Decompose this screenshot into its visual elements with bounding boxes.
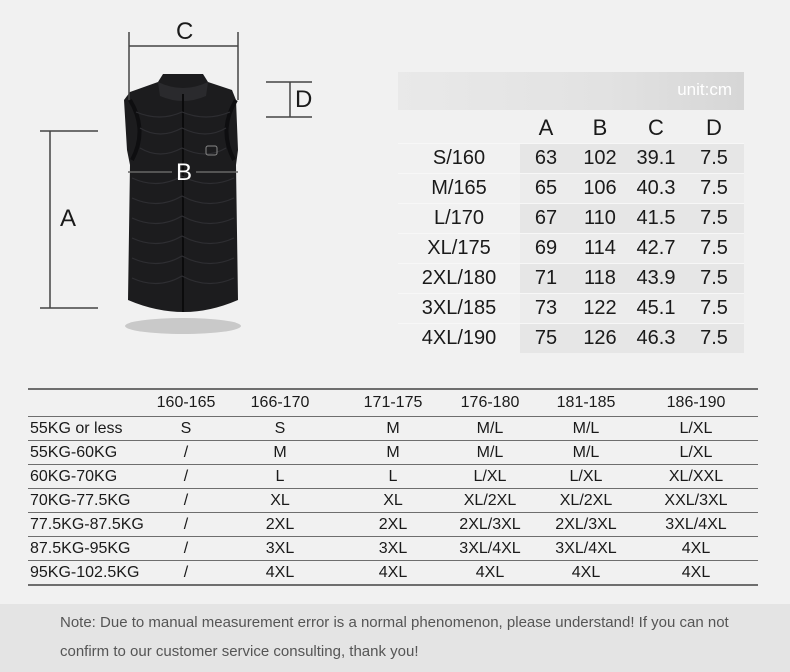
column-header-b: B	[592, 114, 608, 140]
value-cell-c: 39.1	[628, 144, 684, 174]
value-cell-d: 7.5	[684, 294, 744, 324]
weight-table-header-row	[28, 389, 758, 417]
size-recommendation-cell: M/L	[442, 417, 538, 441]
size-recommendation-cell: XL	[216, 489, 344, 513]
size-recommendation-cell: /	[156, 441, 216, 465]
size-recommendation-cell: M/L	[538, 441, 634, 465]
unit-header-bar	[398, 72, 744, 110]
size-cell: M/165	[431, 177, 487, 199]
size-recommendation-cell: M	[216, 441, 344, 465]
table-row	[28, 441, 758, 465]
size-column-header	[398, 112, 520, 144]
weight-height-table	[28, 388, 758, 586]
value-cell-a: 71	[520, 264, 572, 294]
size-recommendation-cell: 2XL/3XL	[442, 513, 538, 537]
vest-figure	[0, 0, 330, 360]
column-header-d: D	[706, 114, 722, 140]
value-cell-d: 7.5	[684, 324, 744, 354]
value-cell-a: 73	[520, 294, 572, 324]
size-recommendation-cell: /	[156, 489, 216, 513]
size-recommendation-cell: 4XL	[538, 561, 634, 586]
size-measurement-table	[398, 112, 744, 353]
value-cell-c: 41.5	[628, 204, 684, 234]
size-recommendation-cell: 4XL	[442, 561, 538, 586]
value-cell-a: 69	[520, 234, 572, 264]
size-recommendation-cell: 3XL/4XL	[538, 537, 634, 561]
size-recommendation-cell: L/XL	[634, 417, 758, 441]
height-header-171-175: 171-175	[344, 389, 442, 417]
value-cell-b: 106	[572, 174, 628, 204]
height-header-160-165: 160-165	[156, 389, 216, 417]
size-recommendation-cell: XL/2XL	[538, 489, 634, 513]
value-cell-c: 46.3	[628, 324, 684, 354]
size-recommendation-cell: 3XL	[344, 537, 442, 561]
dimension-a-label: A	[60, 205, 77, 232]
dimension-b-label: B	[176, 159, 193, 186]
height-header-166-170: 166-170	[216, 389, 344, 417]
size-recommendation-cell: S	[156, 417, 216, 441]
note-text: Note: Due to manual measurement error is a normal phenomenon, please understand! If you can not confirm to our customer service consulting, thank you!	[60, 614, 729, 660]
size-recommendation-cell: S	[216, 417, 344, 441]
size-recommendation-cell: 3XL/4XL	[634, 513, 758, 537]
size-recommendation-cell: M	[344, 441, 442, 465]
size-recommendation-cell: 4XL	[216, 561, 344, 586]
value-cell-b: 118	[572, 264, 628, 294]
value-cell-d: 7.5	[684, 204, 744, 234]
value-cell-b: 126	[572, 324, 628, 354]
note-box	[0, 604, 790, 672]
size-recommendation-cell: L/XL	[634, 441, 758, 465]
table-row	[28, 513, 758, 537]
weight-column-header	[28, 389, 156, 417]
value-cell-b: 114	[572, 234, 628, 264]
table-row	[398, 264, 744, 294]
table-row	[28, 465, 758, 489]
column-header-a: A	[538, 114, 554, 140]
value-cell-b: 102	[572, 144, 628, 174]
value-cell-d: 7.5	[684, 174, 744, 204]
size-recommendation-cell: 3XL	[216, 537, 344, 561]
weight-range-cell: 60KG-70KG	[28, 465, 156, 489]
table-row	[28, 489, 758, 513]
value-cell-d: 7.5	[684, 234, 744, 264]
table-row	[398, 144, 744, 174]
size-cell: 2XL/180	[421, 267, 497, 289]
height-header-186-190: 186-190	[634, 389, 758, 417]
dimension-d-label: D	[295, 86, 313, 113]
column-header-c: C	[648, 114, 664, 140]
size-recommendation-cell: 3XL/4XL	[442, 537, 538, 561]
size-recommendation-cell: M/L	[538, 417, 634, 441]
unit-label: unit:cm	[677, 80, 732, 99]
size-cell: S/160	[432, 147, 486, 169]
size-cell: 4XL/190	[421, 327, 497, 349]
weight-range-cell: 77.5KG-87.5KG	[28, 513, 156, 537]
weight-range-cell: 55KG or less	[28, 417, 156, 441]
height-header-181-185: 181-185	[538, 389, 634, 417]
height-header-176-180: 176-180	[442, 389, 538, 417]
size-recommendation-cell: /	[156, 513, 216, 537]
size-recommendation-cell: 2XL	[216, 513, 344, 537]
table-row	[398, 324, 744, 354]
size-recommendation-cell: 2XL	[344, 513, 442, 537]
weight-range-cell: 70KG-77.5KG	[28, 489, 156, 513]
weight-range-cell: 95KG-102.5KG	[28, 561, 156, 586]
size-recommendation-cell: XL/2XL	[442, 489, 538, 513]
table-row	[398, 294, 744, 324]
size-recommendation-cell: /	[156, 465, 216, 489]
size-recommendation-cell: XXL/3XL	[634, 489, 758, 513]
size-recommendation-cell: 4XL	[634, 561, 758, 586]
size-recommendation-cell: /	[156, 537, 216, 561]
size-cell: XL/175	[427, 237, 491, 259]
size-recommendation-cell: L/XL	[442, 465, 538, 489]
table-row	[398, 234, 744, 264]
value-cell-b: 122	[572, 294, 628, 324]
size-recommendation-cell: 2XL/3XL	[538, 513, 634, 537]
table-row	[398, 204, 744, 234]
size-recommendation-cell: M	[344, 417, 442, 441]
size-cell: L/170	[433, 207, 485, 229]
weight-height-section	[28, 388, 758, 586]
size-recommendation-cell: XL/XXL	[634, 465, 758, 489]
value-cell-d: 7.5	[684, 144, 744, 174]
dimension-c-label: C	[176, 18, 194, 45]
size-recommendation-cell: 4XL	[634, 537, 758, 561]
size-recommendation-cell: 4XL	[344, 561, 442, 586]
size-recommendation-cell: M/L	[442, 441, 538, 465]
size-cell: 3XL/185	[421, 297, 497, 319]
size-table-header-row	[398, 112, 744, 144]
vest-shadow	[125, 318, 241, 334]
weight-range-cell: 87.5KG-95KG	[28, 537, 156, 561]
size-recommendation-cell: L/XL	[538, 465, 634, 489]
size-recommendation-cell: XL	[344, 489, 442, 513]
value-cell-c: 45.1	[628, 294, 684, 324]
vest-illustration	[0, 0, 330, 360]
value-cell-c: 43.9	[628, 264, 684, 294]
weight-range-cell: 55KG-60KG	[28, 441, 156, 465]
value-cell-c: 40.3	[628, 174, 684, 204]
size-recommendation-cell: L	[216, 465, 344, 489]
size-recommendation-cell: /	[156, 561, 216, 586]
value-cell-a: 63	[520, 144, 572, 174]
table-row	[398, 174, 744, 204]
value-cell-b: 110	[572, 204, 628, 234]
value-cell-c: 42.7	[628, 234, 684, 264]
value-cell-a: 67	[520, 204, 572, 234]
table-row	[28, 537, 758, 561]
table-row	[28, 561, 758, 586]
value-cell-a: 75	[520, 324, 572, 354]
value-cell-d: 7.5	[684, 264, 744, 294]
table-row	[28, 417, 758, 441]
value-cell-a: 65	[520, 174, 572, 204]
size-recommendation-cell: L	[344, 465, 442, 489]
